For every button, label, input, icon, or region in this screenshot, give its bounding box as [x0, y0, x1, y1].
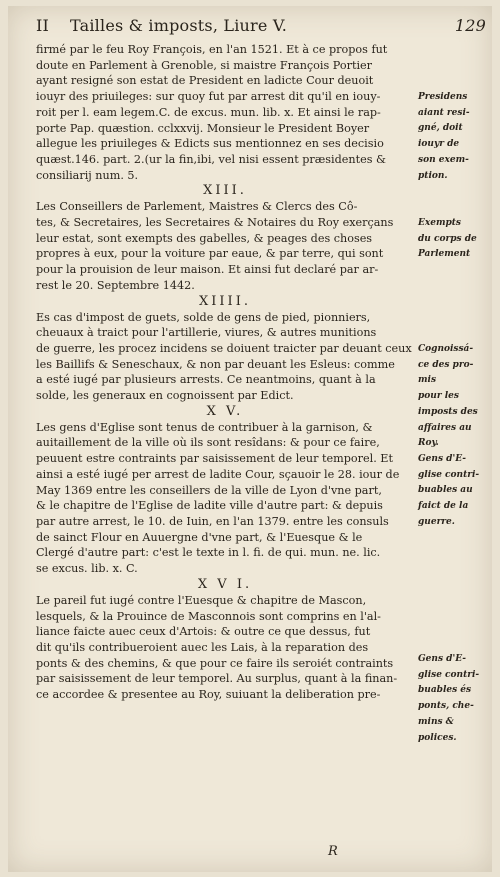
- running-header: [36, 16, 486, 42]
- text-line: pour la prouision de leur maison. Et ainsi fut declaré par ar-: [36, 263, 379, 277]
- margin-line: Gens d'E-: [418, 454, 466, 464]
- text-line: cheuaux à traict pour l'artillerie, viures, & autres munitions: [36, 326, 377, 340]
- text-line: par autre arrest, le 10. de Iuin, en l'an 1379. entre les consuls: [36, 514, 389, 528]
- margin-line: Roy.: [418, 438, 439, 449]
- text-line: leur estat, sont exempts des gabelles, & peages des choses: [36, 231, 373, 245]
- text-line: ponts & des chemins, & que pour ce faire ils seroiét contraints: [36, 656, 394, 670]
- text-line: ayant resigné son estat de President en ladicte Cour deuoit: [36, 74, 374, 88]
- margin-line: Gens d'E-: [418, 654, 466, 664]
- margin-line: glise contri-: [418, 469, 480, 480]
- text-line: de sainct Flour en Auuergne d'vne part, & l'Euesque & le: [36, 530, 363, 544]
- signature-mark: R: [328, 844, 338, 859]
- margin-line: mis: [418, 375, 437, 386]
- marginal-note-presidens: [418, 90, 490, 184]
- text-line: rest le 20. Septembre 1442.: [36, 278, 195, 292]
- text-line: iouyr des priuileges: sur quoy fut par arrest dit qu'il en iouy-: [36, 90, 381, 104]
- margin-line: gné, doit: [418, 123, 463, 134]
- text-line: Es cas d'impost de guets, solde de gens de pied, pionniers,: [36, 310, 371, 324]
- text-line: par saisissement de leur temporel. Au surplus, quant à la finan-: [36, 672, 398, 686]
- text-line: Le pareil fut iugé contre l'Euesque & chapitre de Mascon,: [36, 593, 367, 607]
- section-heading-xiiii: XIIII.: [199, 293, 251, 309]
- text-line: tes, & Secretaires, les Secretaires & Notaires du Roy exerçans: [36, 216, 394, 230]
- margin-line: guerre.: [418, 516, 455, 527]
- text-line: se excus. lib. x. C.: [36, 562, 138, 576]
- paragraph-block-5: [36, 593, 414, 703]
- marginal-note-gens-eglise-ponts: [418, 652, 490, 746]
- margin-line: son exem-: [418, 154, 469, 165]
- text-line: peuuent estre contraints par saisissement de leur temporel. Et: [36, 452, 393, 466]
- text-line: lesquels, & la Prouince de Masconnois sont comprins en l'al-: [36, 609, 381, 623]
- margin-line: mins &: [418, 716, 454, 727]
- margin-line: ce des pro-: [418, 359, 474, 370]
- paragraph-block-2: [36, 199, 414, 293]
- text-line: de guerre, les procez incidens se doiuent traicter par deuant ceux: [36, 341, 412, 355]
- section-heading-xvi: X V I.: [197, 576, 253, 592]
- text-line: allegue les priuileges & Edicts sus mentionnez en ses decisio: [36, 137, 384, 151]
- margin-line: faict de la: [418, 501, 469, 512]
- section-heading-xiii: XIII.: [203, 183, 247, 199]
- text-line: propres à eux, pour la voiture par eaue, & par terre, qui sont: [36, 247, 384, 261]
- margin-line: buables és: [418, 685, 472, 696]
- marginal-note-cognoissance: [418, 342, 490, 452]
- paragraph-block-3: [36, 310, 414, 404]
- margin-line: imposts des: [418, 406, 478, 417]
- margin-line: aiant resi-: [418, 107, 470, 118]
- text-line: May 1369 entre les conseillers de la ville de Lyon d'vne part,: [36, 483, 382, 497]
- marginal-note-exempts: [418, 216, 490, 263]
- margin-line: glise contri-: [418, 669, 480, 680]
- text-line: les Baillifs & Seneschaux, & non par deuant les Esleus: comme: [36, 357, 395, 371]
- margin-line: Presidens: [418, 92, 468, 102]
- margin-line: ption.: [418, 170, 448, 181]
- margin-line: iouyr de: [418, 139, 460, 150]
- paragraph-block-4: [36, 420, 414, 577]
- text-line: solde, les generaux en cognoissent par Edict.: [36, 389, 294, 403]
- main-text: [36, 42, 414, 703]
- margin-line: pour les: [418, 391, 459, 402]
- text-line: liance faicte auec ceux d'Artois: & outre ce que dessus, fut: [36, 625, 371, 639]
- text-line: & le chapitre de l'Eglise de ladite ville d'autre part: & depuis: [36, 499, 383, 513]
- text-line: Clergé d'autre part: c'est le texte in l. fi. de qui. mun. ne. lic.: [36, 546, 381, 560]
- text-line: porte Pap. quæstion. cclxxvij. Monsieur le President Boyer: [36, 121, 370, 135]
- marginal-note-gens-eglise-guerre: [418, 452, 490, 531]
- book-page: [8, 6, 492, 872]
- margin-line: affaires au: [418, 422, 472, 433]
- header-section-number: II: [36, 16, 50, 35]
- margin-line: ponts, che-: [418, 701, 474, 712]
- text-line: roit per l. eam legem.C. de excus. mun. lib. x. Et ainsi le rap-: [36, 105, 381, 119]
- margin-line: du corps de: [418, 233, 477, 244]
- margin-line: Exempts: [418, 218, 461, 228]
- text-line: doute en Parlement à Grenoble, si maistre François Portier: [36, 58, 372, 72]
- margin-line: buables au: [418, 485, 473, 496]
- margin-line: Cognoissá-: [418, 344, 474, 354]
- section-heading-xv: X V.: [206, 403, 244, 419]
- running-title: Tailles & imposts, Liure V.: [70, 16, 288, 35]
- page-number: 129: [454, 16, 486, 35]
- text-line: ainsi a esté iugé per arrest de ladite Cour, sçauoir le 28. iour de: [36, 467, 400, 481]
- text-line: dit qu'ils contribueroient auec les Lais, à la reparation des: [36, 640, 369, 654]
- text-line: ce accordee & presentee au Roy, suiuant la deliberation pre-: [36, 688, 381, 702]
- text-line: auitaillement de la ville où ils sont resîdans: & pour ce faire,: [36, 436, 380, 450]
- text-line: Les gens d'Eglise sont tenus de contribuer à la garnison, &: [36, 420, 373, 434]
- margin-line: polices.: [418, 732, 457, 743]
- text-line: Les Conseillers de Parlement, Maistres & Clercs des Cô-: [36, 200, 358, 214]
- margin-line: Parlement: [418, 249, 471, 260]
- text-line: a esté iugé par plusieurs arrests. Ce neantmoins, quant à la: [36, 373, 376, 387]
- paragraph-block-1: [36, 42, 414, 183]
- text-line: firmé par le feu Roy François, en l'an 1521. Et à ce propos fut: [36, 43, 388, 56]
- text-line: consiliarij num. 5.: [36, 168, 139, 182]
- text-line: quæst.146. part. 2.(ur la fin,ibi, vel nisi essent præsidentes &: [36, 152, 386, 166]
